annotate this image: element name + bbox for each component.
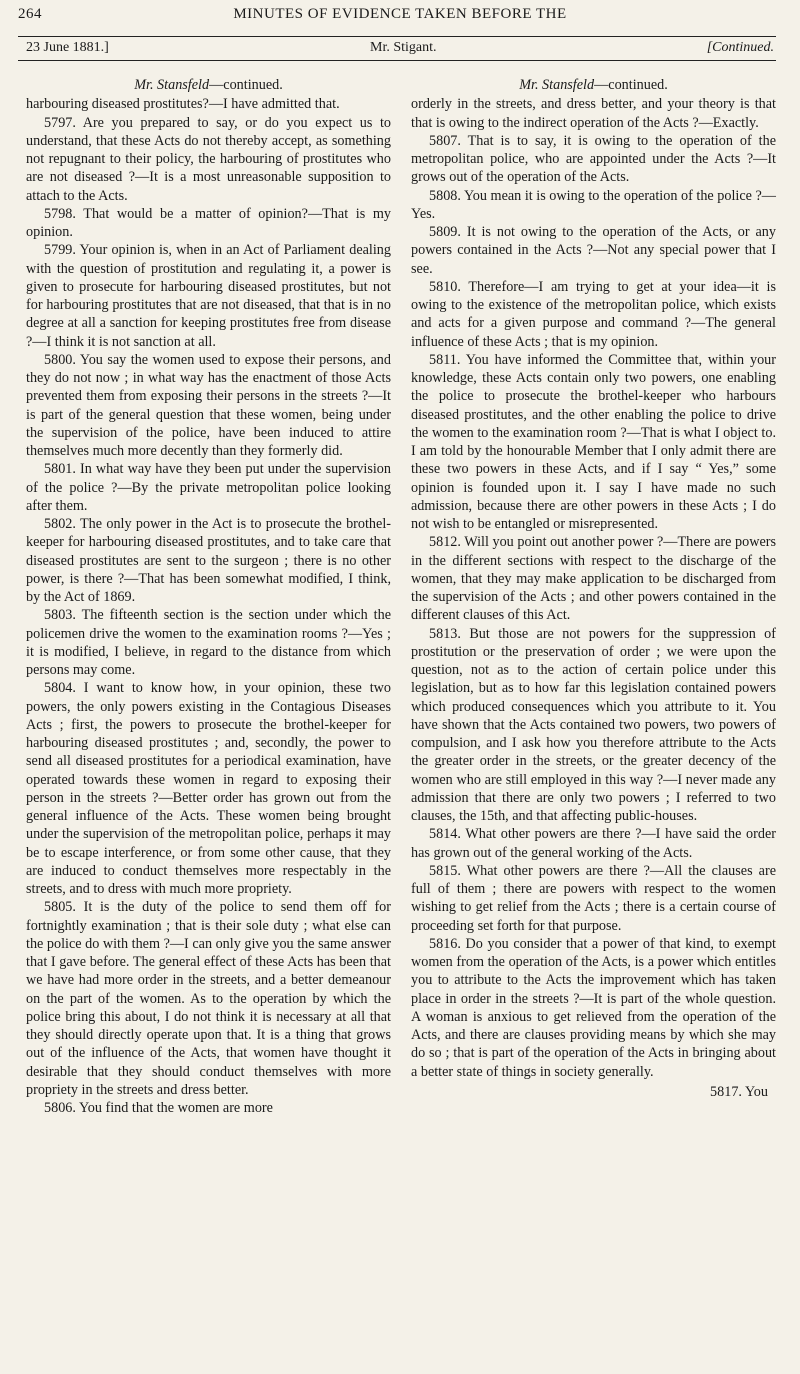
running-title: MINUTES OF EVIDENCE TAKEN BEFORE THE: [233, 6, 567, 22]
testimony-paragraph: 5804. I want to know how, in your opinion, these two powers, the only powers existing in the Contagious Diseases Acts ; first, the powers to prosecute the brothel-keeper for harbouring diseased prostitutes ; and, secondly, the power to send all diseased prostitutes for a periodical examination, have operated towards these women in regard to exposing their person in the streets ?—Better order has grown out from the general influence of the Acts. These women being brought under the supervision of the metropolitan police, perhaps it may be to escape interference, or from some other cause, that they are induced to conduct themselves more respectably in the streets, and to dress with much more propriety.: [26, 680, 391, 897]
heading-suffix: —continued.: [209, 77, 283, 93]
header-rule-top: [18, 36, 776, 37]
witness-name: Mr. Stigant.: [370, 40, 437, 55]
testimony-paragraph: 5807. That is to say, it is owing to the operation of the metropolitan police, who are appointed under the Acts ?—It grows out of the operation of the Acts.: [411, 132, 776, 186]
testimony-paragraph: 5800. You say the women used to expose their persons, and they do not now ; in what way has the enactment of those Acts prevented them from exposing their persons in the streets ?—It is part of the general question that these women, being under the supervision of the police, have been induced to attire themselves much more decently than they formerly did.: [26, 351, 391, 459]
testimony-paragraph: 5809. It is not owing to the operation of the Acts, or any powers contained in the Acts ?—Not any special power that I see.: [411, 224, 776, 277]
session-date: 23 June 1881.]: [26, 40, 109, 55]
left-column-heading: [26, 76, 391, 94]
questioner-name: Mr. Stansfeld: [519, 77, 595, 93]
heading-suffix: —continued.: [594, 77, 668, 93]
right-column-heading: [411, 76, 776, 94]
testimony-paragraph: 5816. Do you consider that a power of that kind, to exempt women from the operation of the Acts, is a power which entitles you to attribute to the Acts the improvement which has taken place in order in the streets ?—It is part of the whole question. A woman is anxious to get relieved from the operation of the Acts, and there are clauses providing means by which she may do so ; that is part of the operation of the Acts in bringing about a better state of things in society generally.: [411, 935, 776, 1080]
testimony-paragraph: 5806. You find that the women are more: [44, 1100, 273, 1116]
testimony-paragraph: 5801. In what way have they been put under the supervision of the police ?—By the private metropolitan police looking after them.: [26, 461, 391, 514]
subheader: [18, 38, 776, 60]
testimony-paragraph: 5802. The only power in the Act is to prosecute the brothel-keeper for harbouring diseased prostitutes, and to take care that diseased prostitutes are sent to the surgeon ; there is no other power, is there ?—That has been somewhat modified, I think, by the Act of 1869.: [26, 516, 391, 605]
testimony-paragraph: 5810. Therefore—I am trying to get at your idea—it is owing to the existence of the metropolitan police, which exists and acts for a given purpose and command ?—The general influence of these Acts ; that is my opinion.: [411, 278, 776, 350]
testimony-paragraph: 5797. Are you prepared to say, or do you expect us to understand, that these Acts do not thereby accept, as something not repugnant to their policy, the harbouring of prostitutes who are not diseased ?—It is a most unreasonable supposition to attach to the Acts.: [26, 114, 391, 204]
questioner-name: Mr. Stansfeld: [134, 77, 210, 93]
left-column: [26, 76, 391, 1117]
testimony-paragraph: 5813. But those are not powers for the suppression of prostitution or the preservation of order ; we were upon the question, not as to the action of certain police under this legislation, but as to how far this legislation contained powers which produced consequences which you attribute to it. You have shown that the Acts contained two powers, two powers of compulsion, and I ask how you therefore attribute to the Acts the greater order in the streets, or the greater decency of the women who are still employed in this way ?—I never made any admission that there are only two powers ; I referred to two clauses, the 15th, and that affecting public-houses.: [411, 625, 776, 824]
testimony-paragraph: 5815. What other powers are there ?—All the clauses are full of them ; there are powers with respect to the women wishing to get relief from the Acts ; there is a certain course of proceeding set forth for that purpose.: [411, 862, 776, 934]
testimony-paragraph: 5799. Your opinion is, when in an Act of Parliament dealing with the question of prostitution and regulating it, a power is given to prosecute for harbouring diseased prostitutes, but not for harbouring prostitutes that are not diseased, that that is in no degree at all a sanction for keeping prostitutes free from disease ?—I think it is not sanction at all.: [26, 242, 391, 350]
testimony-paragraph: 5814. What other powers are there ?—I have said the order has grown out of the general working of the Acts.: [411, 826, 776, 861]
header-rule-bottom: [18, 60, 776, 61]
testimony-paragraph: 5805. It is the duty of the police to send them off for fortnightly examination ; that is their sole duty ; what else can the police do with them ?—I can only give you the same answer that I gave before. The general effect of these Acts has been that we have had more order in the streets, and a better demeanour on the part of the women. As to the operation by which the police bring this about, I do not think it is necessary at all that they should directly operate upon that. It is a thing that grows out of the influence of the Acts, that women have thought it desirable that they should conduct themselves with more propriety in the streets and dress better.: [26, 899, 391, 1098]
page-number: 264: [18, 6, 42, 22]
testimony-paragraph: 5798. That would be a matter of opinion?—That is my opinion.: [26, 205, 391, 240]
testimony-paragraph: harbouring diseased prostitutes?—I have admitted that.: [26, 96, 340, 113]
testimony-paragraph: 5811. You have informed the Committee that, within your knowledge, these Acts contain only two powers, one enabling the police to prosecute the brothel-keeper who harbours diseased prostitutes, and the other enabling the police to drive the women to the examination room ?—That is what I object to. I am told by the honourable Member that I only admit there are these two powers in these Acts, and if I say “ Yes,” some opinion is founded upon it. I say I have made no such admission, because there are other powers in these Acts ; I do not wish to be entangled or misrepresented.: [411, 351, 776, 532]
testimony-paragraph: 5803. The fifteenth section is the section under which the policemen drive the women to the examination rooms ?—Yes ; it is modified, I believe, in regard to the distance from which persons may come.: [26, 607, 391, 678]
testimony-paragraph: orderly in the streets, and dress better, and your theory is that that is owing to the indirect operation of the Acts ?—Exactly.: [411, 96, 776, 131]
testimony-paragraph: 5808. You mean it is owing to the operation of the police ?—Yes.: [411, 187, 776, 222]
right-column: [411, 76, 776, 1101]
catchword: 5817. You: [710, 1083, 768, 1100]
running-head: [0, 6, 800, 23]
testimony-paragraph: 5812. Will you point out another power ?—There are powers in the different sections with respect to the discharge of the women, that they may make application to be discharged from the supervision of the Acts ; and other powers contained in the different clauses of this Act.: [411, 534, 776, 624]
continued-label: [Continued.: [706, 40, 774, 55]
